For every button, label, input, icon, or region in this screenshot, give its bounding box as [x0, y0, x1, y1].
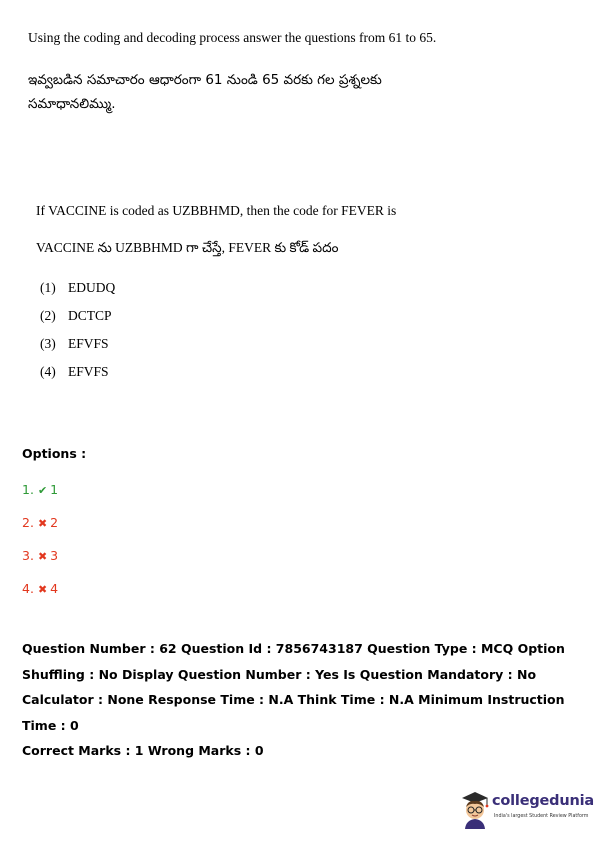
option-3 [22, 548, 58, 563]
choice-4 [40, 364, 109, 380]
option-value: 1 [50, 482, 59, 497]
choice-number: (4) [40, 364, 56, 379]
check-icon: ✔ [37, 484, 48, 497]
question-stem-english: If VACCINE is coded as UZBBHMD, then the code for FEVER is [36, 203, 397, 218]
choice-text: EFVFS [68, 336, 109, 351]
option-value: 2 [50, 515, 59, 530]
question-details: Question Number : 62 Question Id : 7856743187 Question Type : MCQ Option Shuffling : No Display Question Number : Yes Is Question Mandatory : No Calculator : None Response Time : N.A Think Time : N.A Minimum Instruction Time : 0 [22, 641, 565, 733]
choice-number: (3) [40, 336, 56, 351]
choice-2 [40, 308, 112, 324]
choice-number: (1) [40, 280, 56, 295]
choice-text: EDUDQ [68, 280, 116, 295]
option-index: 4. [22, 581, 34, 596]
option-value: 4 [50, 581, 59, 596]
choice-text: DCTCP [68, 308, 112, 323]
choice-text: EFVFS [68, 364, 109, 379]
question-metadata [22, 636, 578, 764]
cross-icon: ✖ [37, 550, 48, 563]
student-mascot-icon [458, 789, 492, 829]
option-index: 1. [22, 482, 34, 497]
brand-name: collegedunia [492, 793, 594, 809]
option-1 [22, 482, 58, 497]
cross-icon: ✖ [37, 517, 48, 530]
choice-1 [40, 280, 115, 296]
brand-tagline: India's largest Student Review Platform [494, 814, 589, 819]
question-intro-english: Using the coding and decoding process answer the questions from 61 to 65. [28, 30, 437, 45]
option-value: 3 [50, 548, 59, 563]
options-title: Options : [22, 446, 87, 461]
question-intro-telugu: ఇవ్వబడిన సమాచారం ఆధారంగా 61 నుండి 65 వరకు గల ప్రశ్నలకు సమాధానలిమ్ము. [28, 72, 382, 112]
question-stem-telugu: VACCINE ను UZBBHMD గా చేస్తే, FEVER కు కోడ్ పదం [36, 240, 339, 255]
option-4 [22, 581, 58, 596]
cross-icon: ✖ [37, 583, 48, 596]
choice-number: (2) [40, 308, 56, 323]
option-index: 2. [22, 515, 34, 530]
option-index: 3. [22, 548, 34, 563]
brand-logo[interactable] [458, 789, 594, 829]
option-2 [22, 515, 58, 530]
marks-info: Correct Marks : 1 Wrong Marks : 0 [22, 743, 264, 758]
choice-3 [40, 336, 109, 352]
